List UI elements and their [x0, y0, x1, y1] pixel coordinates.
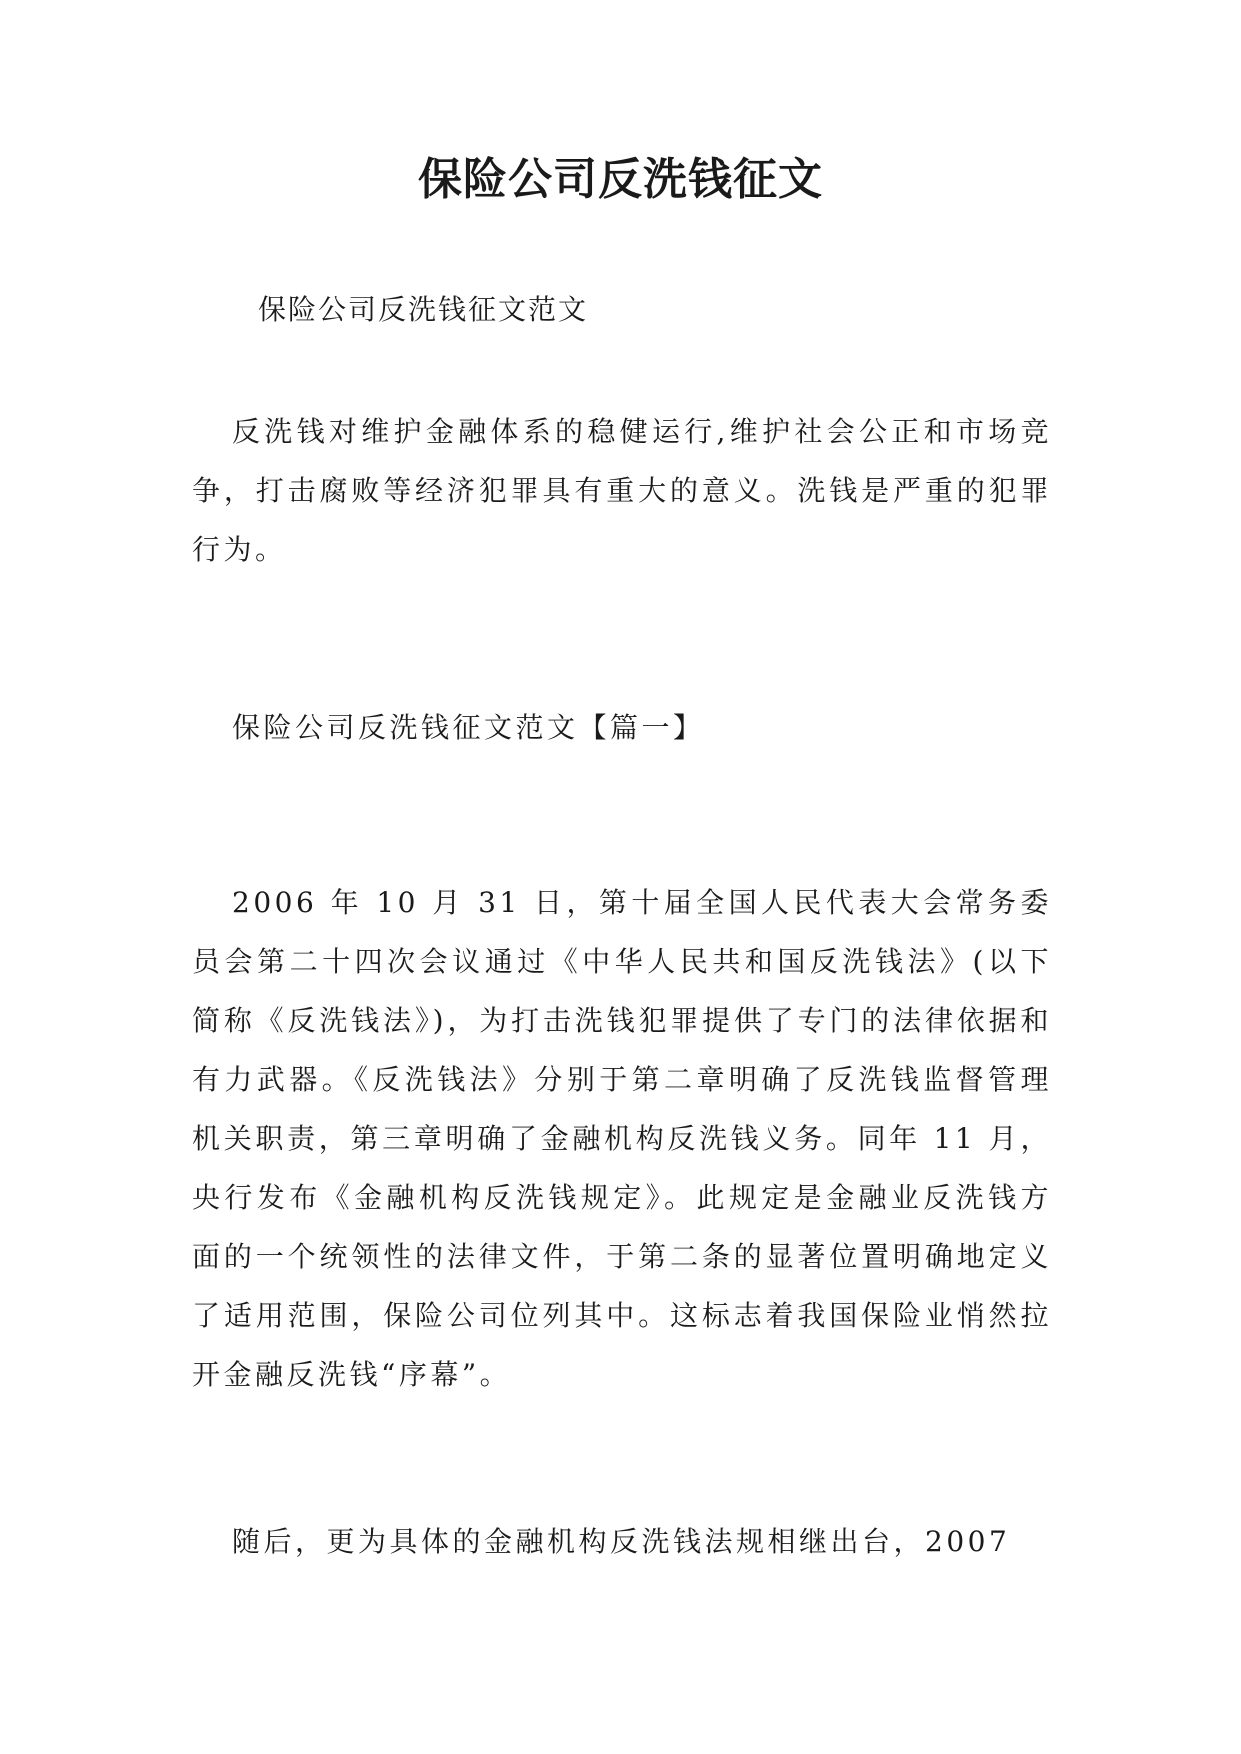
section-heading: 保险公司反洗钱征文范文【篇一】 [232, 711, 705, 744]
paragraph-intro: 反洗钱对维护金融体系的稳健运行,维护社会公正和市场竞争，打击腐败等经济犯罪具有重大的意义。洗钱是严重的犯罪行为。 [192, 415, 1052, 566]
document-title: 保险公司反洗钱征文 [418, 154, 823, 205]
paragraph-continued: 随后，更为具体的金融机构反洗钱法规相继出台，2007 [232, 1525, 1011, 1558]
paragraph-law: 2006 年 10 月 31 日，第十届全国人民代表大会常务委员会第二十四次会议通过《中华人民共和国反洗钱法》(以下简称《反洗钱法》)，为打击洗钱犯罪提供了专门的法律依据和有力武器。《反洗钱法》分别于第二章明确了反洗钱监督管理机关职责，第三章明确了金融机构反洗钱义务。同年 11 月，央行发布《金融机构反洗钱规定》。此规定是金融业反洗钱方面的一个统领性的法律文件，于第二条的显著位置明确地定义了适用范围，保险公司位列其中。这标志着我国保险业悄然拉开金融反洗钱“序幕”。 [192, 886, 1052, 1391]
document-subtitle: 保险公司反洗钱征文范文 [258, 293, 589, 326]
